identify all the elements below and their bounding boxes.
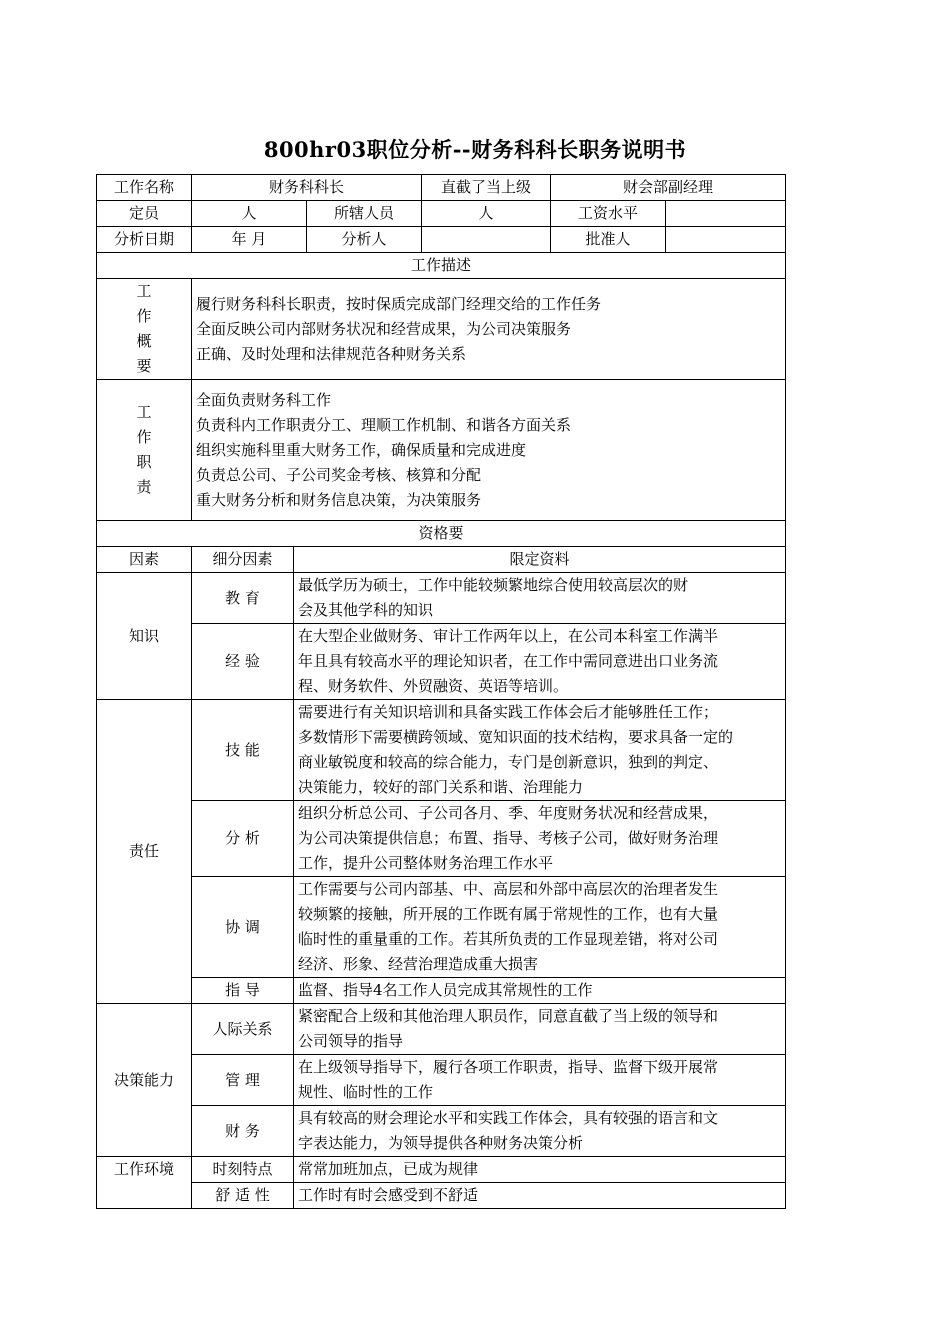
analyst-value [422, 227, 551, 253]
duties-label: 工 作 职 责 [97, 380, 192, 521]
detail-cell: 在大型企业做财务、审计工作两年以上，在公司本科室工作满半 年且具有较高水平的理论知识者，在工作中需同意进出口业务流 程、财务软件、外贸融资、英语等培训。 [294, 624, 786, 700]
header-row-3 [97, 227, 786, 253]
qualifications-column-header [97, 547, 786, 573]
factor-cell: 责任 [97, 700, 192, 1004]
subfactor-cell: 分 析 [192, 801, 294, 877]
col-factor: 因素 [97, 547, 192, 573]
header-row-1 [97, 175, 786, 201]
table-row [97, 1055, 786, 1106]
subfactor-cell: 财 务 [192, 1106, 294, 1157]
staff-label: 定员 [97, 201, 192, 227]
table-row [97, 573, 786, 624]
detail-cell: 组织分析总公司、子公司各月、季、年度财务状况和经营成果， 为公司决策提供信息；布置、指导、考核子公司，做好财务治理 工作，提升公司整体财务治理工作水平 [294, 801, 786, 877]
duties-content: 全面负责财务科工作 负责科内工作职责分工、理顺工作机制、和谐各方面关系 组织实施科里重大财务工作，确保质量和完成进度 负责总公司、子公司奖金考核、核算和分配 重大财务分析和财务信息决策，为决策服务 [192, 380, 786, 521]
staff-value: 人 [192, 201, 307, 227]
header-row-2 [97, 201, 786, 227]
table-row [97, 801, 786, 877]
col-subfactor: 细分因素 [192, 547, 294, 573]
subfactor-cell: 经 验 [192, 624, 294, 700]
subordinates-value: 人 [422, 201, 551, 227]
table-row [97, 700, 786, 801]
work-description-heading: 工作描述 [97, 253, 786, 279]
detail-cell: 紧密配合上级和其他治理人职员作，同意直截了当上级的领导和 公司领导的指导 [294, 1004, 786, 1055]
subfactor-cell: 时刻特点 [192, 1157, 294, 1183]
date-value: 年 月 [192, 227, 307, 253]
table-row [97, 1183, 786, 1209]
approver-label: 批准人 [551, 227, 666, 253]
detail-cell: 工作需要与公司内部基、中、高层和外部中高层次的治理者发生 较频繁的接触，所开展的工作既有属于常规性的工作，也有大量 临时性的重量重的工作。若其所负责的工作显现差错，将对公司 经济、形象、经营治理造成重大损害 [294, 877, 786, 978]
table-row [97, 1157, 786, 1183]
qualifications-heading: 资格要 [97, 521, 786, 547]
date-label: 分析日期 [97, 227, 192, 253]
salary-value [666, 201, 786, 227]
detail-cell: 工作时有时会感受到不舒适 [294, 1183, 786, 1209]
detail-cell: 需要进行有关知识培训和具备实践工作体会后才能够胜任工作； 多数情形下需要横跨领域、宽知识面的技术结构，要求具备一定的 商业敏锐度和较高的综合能力，专门是创新意识，独到的判定、 决策能力，较好的部门关系和谐、治理能力 [294, 700, 786, 801]
qualifications-heading-row [97, 521, 786, 547]
subfactor-cell: 指 导 [192, 978, 294, 1004]
analyst-label: 分析人 [307, 227, 422, 253]
overview-row [97, 279, 786, 380]
page-title: 800hr03职位分析--财务科科长职务说明书 [263, 137, 687, 162]
subfactor-cell: 舒 适 性 [192, 1183, 294, 1209]
job-name-label: 工作名称 [97, 175, 192, 201]
work-description-heading-row [97, 253, 786, 279]
overview-label: 工 作 概 要 [97, 279, 192, 380]
factor-cell: 决策能力 [97, 1004, 192, 1157]
approver-value [666, 227, 786, 253]
table-row [97, 624, 786, 700]
factor-cell: 知识 [97, 573, 192, 700]
detail-cell: 常常加班加点，已成为规律 [294, 1157, 786, 1183]
factor-cell: 工作环境 [97, 1157, 192, 1209]
detail-cell: 监督、指导4名工作人员完成其常规性的工作 [294, 978, 786, 1004]
subfactor-cell: 协 调 [192, 877, 294, 978]
table-row [97, 1004, 786, 1055]
table-row [97, 877, 786, 978]
superior-label: 直截了当上级 [422, 175, 551, 201]
subfactor-cell: 教 育 [192, 573, 294, 624]
col-detail: 限定资料 [294, 547, 786, 573]
subordinates-label: 所辖人员 [307, 201, 422, 227]
table-row [97, 1106, 786, 1157]
superior-value: 财会部副经理 [551, 175, 786, 201]
overview-content: 履行财务科科长职责，按时保质完成部门经理交给的工作任务 全面反映公司内部财务状况和经营成果，为公司决策服务 正确、及时处理和法律规范各种财务关系 [192, 279, 786, 380]
detail-cell: 在上级领导指导下，履行各项工作职责，指导、监督下级开展常 规性、临时性的工作 [294, 1055, 786, 1106]
duties-row [97, 380, 786, 521]
job-name-value: 财务科科长 [192, 175, 422, 201]
table-row [97, 978, 786, 1004]
job-description-table [96, 174, 786, 1209]
subfactor-cell: 技 能 [192, 700, 294, 801]
subfactor-cell: 人际关系 [192, 1004, 294, 1055]
detail-cell: 具有较高的财会理论水平和实践工作体会，具有较强的语言和文 字表达能力，为领导提供各种财务决策分析 [294, 1106, 786, 1157]
subfactor-cell: 管 理 [192, 1055, 294, 1106]
salary-label: 工资水平 [551, 201, 666, 227]
detail-cell: 最低学历为硕士，工作中能较频繁地综合使用较高层次的财 会及其他学科的知识 [294, 573, 786, 624]
